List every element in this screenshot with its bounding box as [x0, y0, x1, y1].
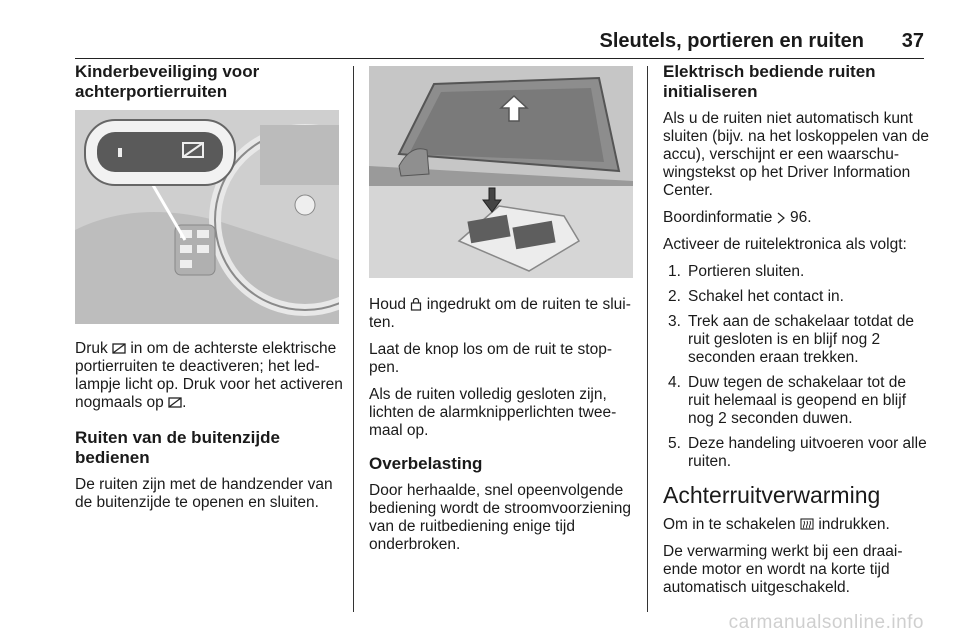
list-item: 5. Deze handeling uitvoeren voor alle ruiten. — [668, 435, 927, 470]
list-item: 2. Schakel het contact in. — [668, 288, 844, 305]
child-lock-text: Druk in om de achterste elektrische portierruiten te deactiveren; het led-lampje licht op. Druk voor het activeren nogmaals op . — [75, 340, 343, 411]
activate-text: Activeer de ruitelektronica als volgt: — [663, 236, 907, 253]
column-3 — [663, 62, 929, 606]
lock-key-icon — [410, 297, 422, 311]
heading-rear-defrost: Achterruitverwarming — [663, 482, 881, 508]
list-item: 1. Portieren sluiten. — [668, 263, 805, 280]
board-info-ref: Boordinformatie 96. — [663, 209, 812, 226]
child-lock-icon — [168, 396, 182, 409]
heading-child-lock: Kinderbeveiliging voor achterportierruiten — [75, 62, 260, 101]
hold-key-text: Houd ingedrukt om de ruiten te sluiten. — [369, 296, 631, 331]
remote-windows-text: De ruiten zijn met de handzender van de buitenzijde te openen en sluiten. — [75, 476, 333, 511]
defrost-info-text: De verwarming werkt bij een draaiende motor en wordt na korte tijd automatisch uitgeschakeld. — [663, 543, 903, 596]
list-item: 4. Duw tegen de schakelaar tot de ruit helemaal is geopend en blijf nog 2 seconden duwen. — [668, 374, 906, 427]
key-fob-figure — [369, 66, 633, 278]
door-switch-figure — [75, 110, 339, 324]
header-rule — [75, 58, 924, 59]
section-title: Sleutels, portieren en ruiten — [599, 30, 864, 52]
init-intro-text: Als u de ruiten niet automatisch kunt sluiten (bijv. na het loskoppelen van de accu), verschijnt er een waarschuwingstekst op het Driver Information Center. — [663, 110, 929, 199]
heading-overload: Overbelasting — [369, 454, 483, 473]
init-steps-list — [663, 263, 929, 471]
rear-defrost-icon — [800, 518, 814, 531]
column-1 — [75, 62, 343, 521]
overload-text: Door herhaalde, snel opeenvolgende bediening wordt de stroomvoorziening van de ruitbediening enige tijd onderbroken. — [369, 482, 631, 553]
column-divider-1 — [353, 66, 354, 612]
heading-remote-windows: Ruiten van de buitenzijde bedienen — [75, 428, 280, 467]
watermark: carmanualsonline.info — [728, 612, 924, 633]
child-lock-icon — [112, 342, 126, 355]
hazard-text: Als de ruiten volledig gesloten zijn, lichten de alarmknipperlichten tweemaal op. — [369, 386, 617, 439]
column-2 — [369, 62, 633, 563]
release-text: Laat de knop los om de ruit te stoppen. — [369, 341, 612, 376]
heading-initialise: Elektrisch bediende ruiten initialiseren — [663, 62, 876, 101]
list-item: 3. Trek aan de schakelaar totdat de ruit gesloten is en blijf nog 2 seconden eraan trekken. — [668, 313, 915, 366]
page-number: 37 — [901, 30, 924, 52]
column-divider-2 — [647, 66, 648, 612]
defrost-on-text: Om in te schakelen indrukken. — [663, 516, 890, 533]
page-ref-icon — [777, 212, 786, 224]
